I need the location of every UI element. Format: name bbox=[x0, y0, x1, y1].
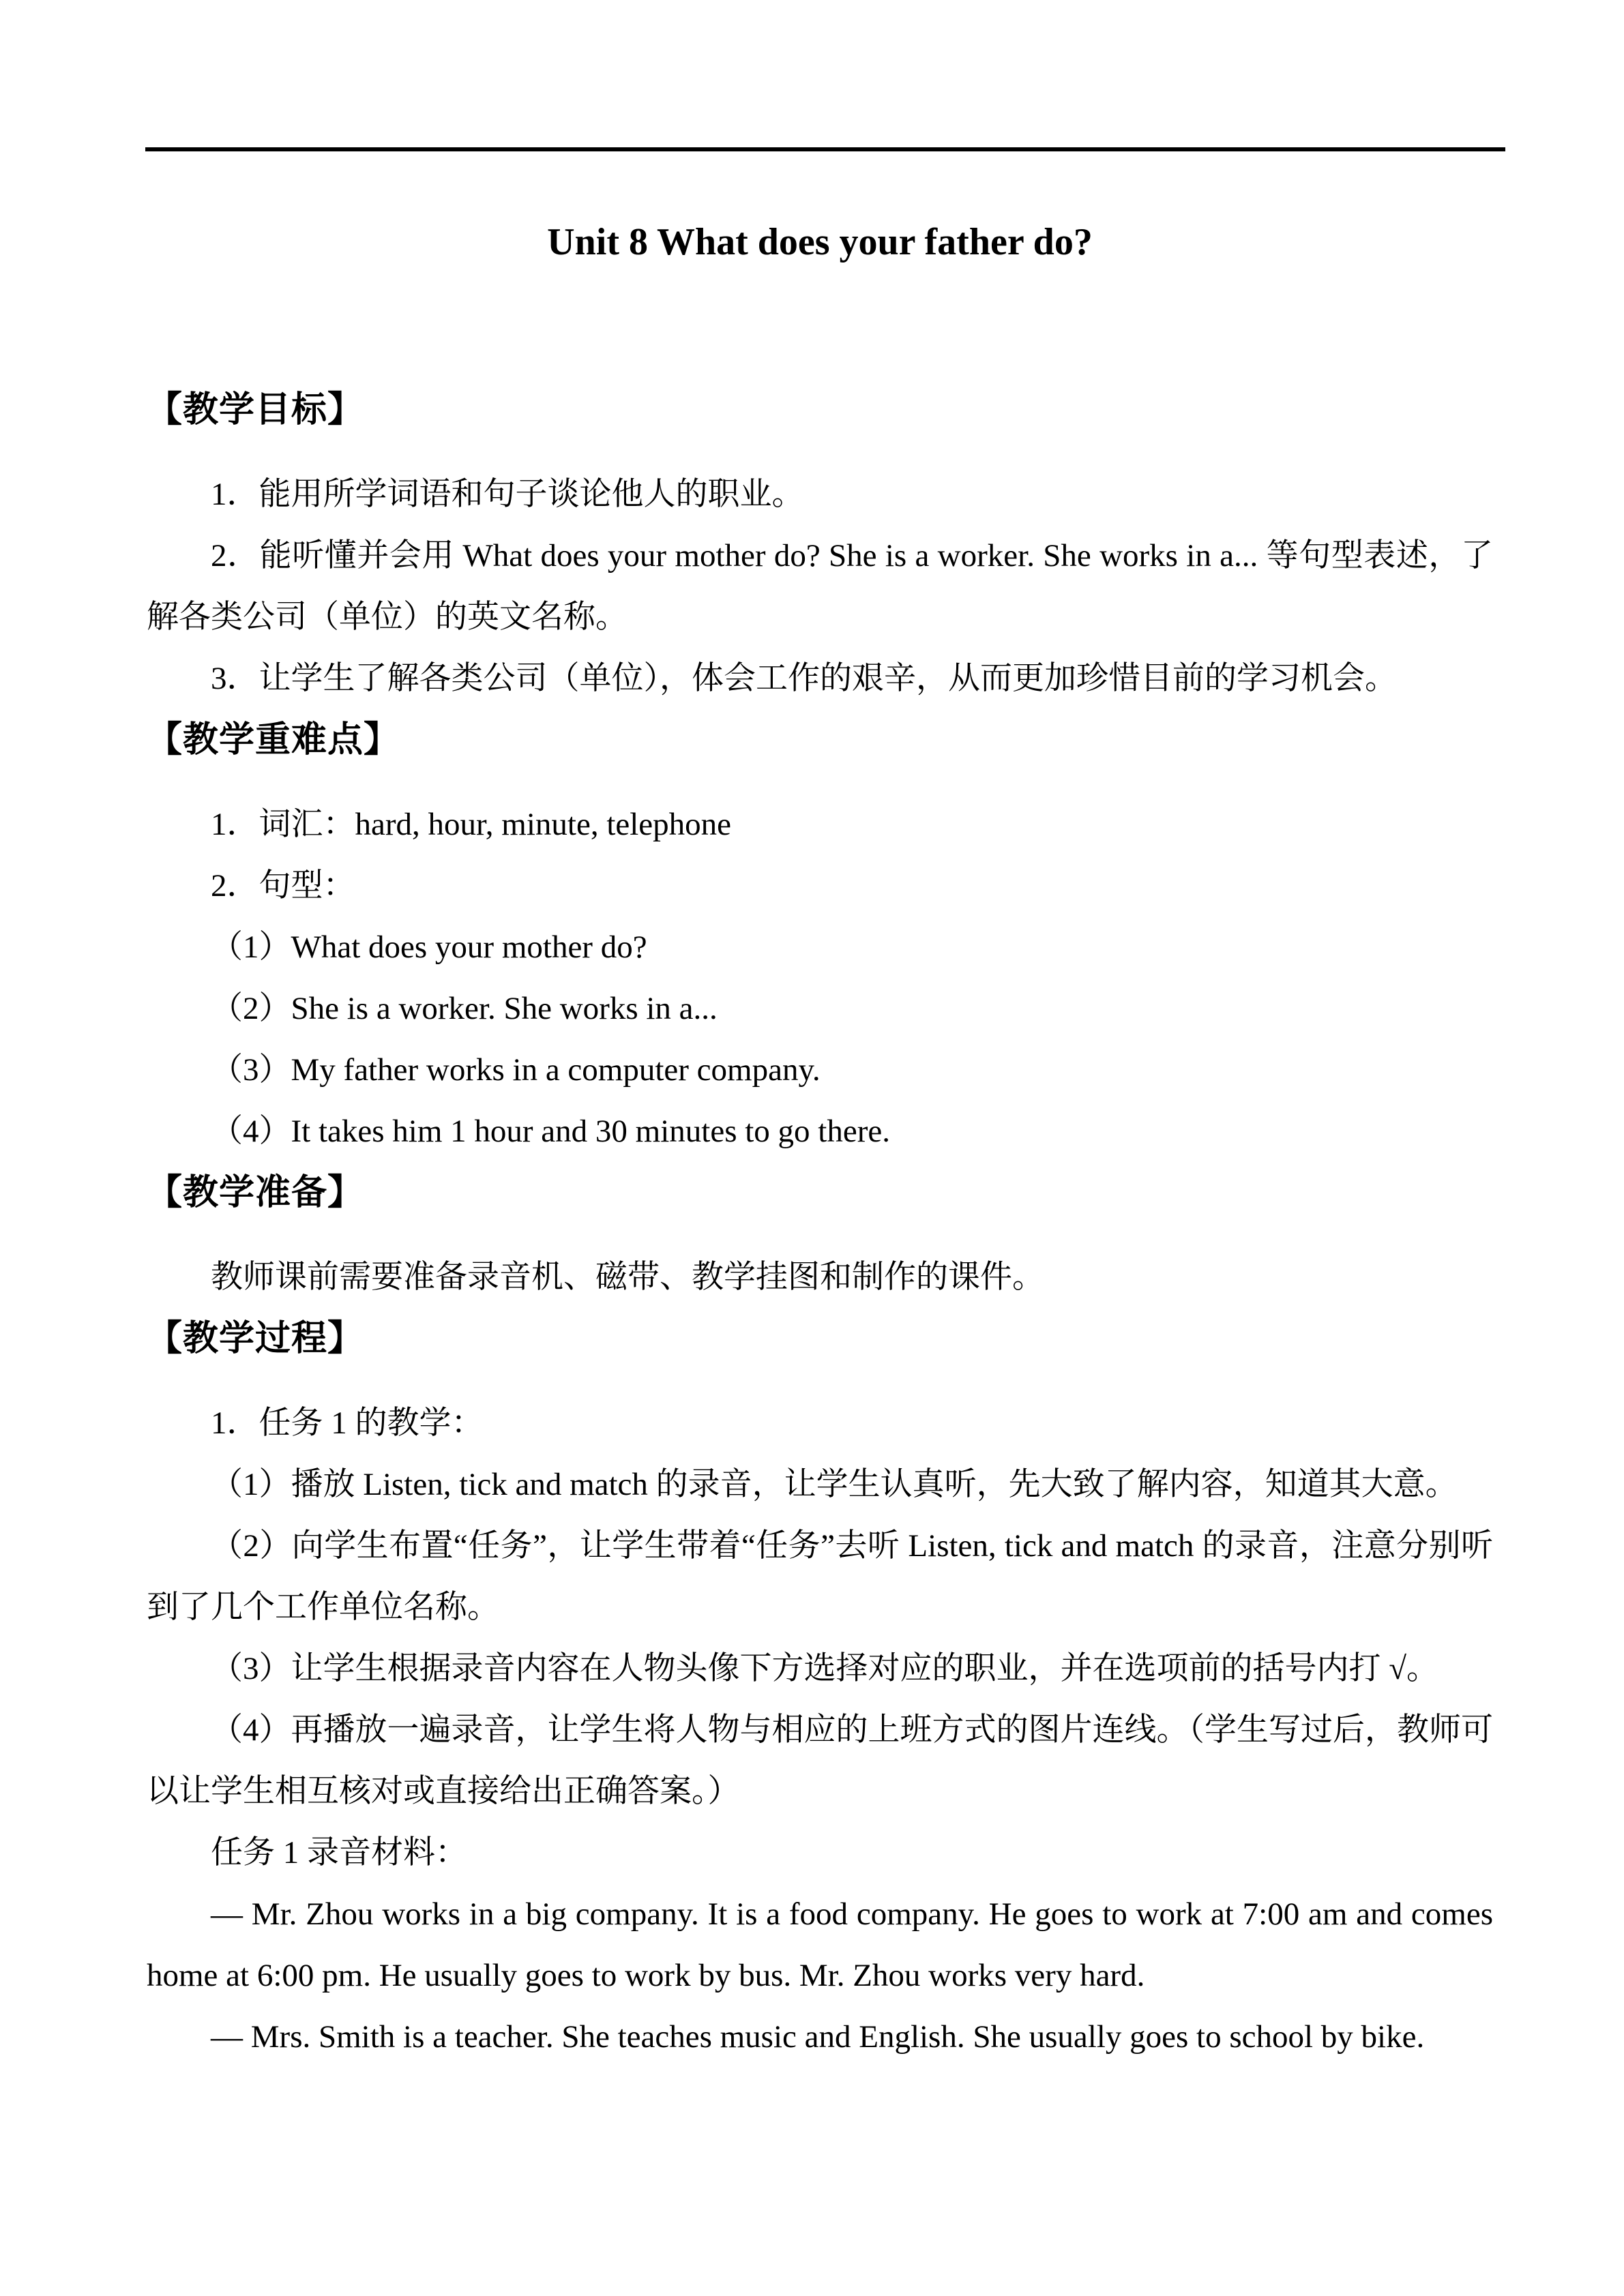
section-heading: 【教学过程】 bbox=[147, 1319, 364, 1358]
paragraph: 1．词汇：hard, hour, minute, telephone bbox=[211, 807, 732, 842]
paragraph: 任务 1 录音材料： bbox=[211, 1835, 467, 1870]
section-heading: 【教学重难点】 bbox=[147, 720, 400, 760]
paragraph: （3）让学生根据录音内容在人物头像下方选择对应的职业，并在选项前的括号内打 √。 bbox=[211, 1651, 1439, 1686]
document-content bbox=[147, 0, 1493, 2068]
paragraph: 2．能听懂并会用 What does your mother do? She is a worker. She works in a... 等句型表述，了解各类公司（单位）的英文名称。 bbox=[147, 538, 1493, 635]
paragraph: 1．任务 1 的教学： bbox=[211, 1405, 484, 1441]
document-title: Unit 8 What does your father do? bbox=[547, 221, 1093, 263]
paragraph: （2）She is a worker. She works in a... bbox=[211, 991, 718, 1026]
paragraph: （2）向学生布置“任务”，让学生带着“任务”去听 Listen, tick and match 的录音，注意分别听到了几个工作单位名称。 bbox=[147, 1528, 1493, 1625]
paragraph: （4）再播放一遍录音，让学生将人物与相应的上班方式的图片连线。（学生写过后，教师可以让学生相互核对或直接给出正确答案。） bbox=[147, 1712, 1493, 1809]
document-body bbox=[147, 379, 1493, 2068]
paragraph: 1．能用所学词语和句子谈论他人的职业。 bbox=[211, 477, 804, 512]
paragraph: （1）播放 Listen, tick and match 的录音，让学生认真听，先大致了解内容，知道其大意。 bbox=[211, 1467, 1458, 1502]
paragraph: — Mr. Zhou works in a big company. It is a food company. He goes to work at 7:00 am and comes home at 6:00 pm. He usually goes to work by bus. Mr. Zhou works very hard. bbox=[147, 1896, 1493, 1993]
paragraph: 2．句型： bbox=[211, 868, 355, 904]
paragraph: （3）My father works in a computer company. bbox=[211, 1052, 821, 1088]
paragraph: — Mrs. Smith is a teacher. She teaches music and English. She usually goes to school by bike. bbox=[211, 2019, 1425, 2055]
paragraph: （1）What does your mother do? bbox=[211, 929, 647, 965]
paragraph: （4）It takes him 1 hour and 30 minutes to go there. bbox=[211, 1114, 890, 1149]
paragraph: 3．让学生了解各类公司（单位），体会工作的艰辛，从而更加珍惜目前的学习机会。 bbox=[211, 661, 1397, 696]
section-heading: 【教学目标】 bbox=[147, 390, 364, 430]
section-heading: 【教学准备】 bbox=[147, 1173, 364, 1212]
paragraph: 教师课前需要准备录音机、磁带、教学挂图和制作的课件。 bbox=[211, 1259, 1044, 1295]
